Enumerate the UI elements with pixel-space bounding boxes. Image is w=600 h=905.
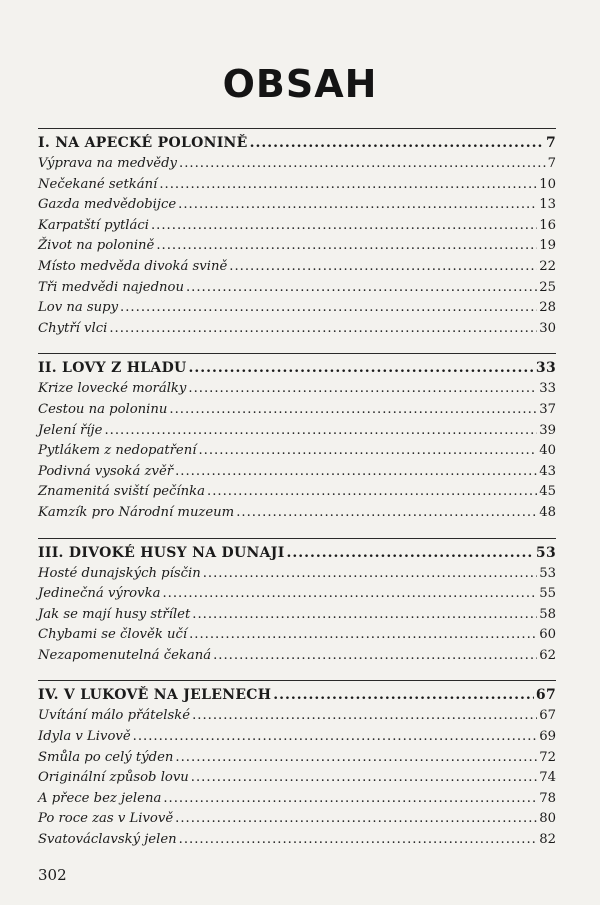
leader-dots — [151, 216, 537, 237]
toc-entry — [38, 625, 556, 646]
toc-entry — [38, 646, 556, 667]
entry-page: 19 — [539, 238, 556, 254]
leader-dots — [287, 542, 534, 564]
section-page: 67 — [535, 687, 556, 704]
entry-title: Jak se mají husy střílet — [38, 606, 191, 622]
leader-dots — [179, 154, 546, 175]
entry-title: Tři medvědi najednou — [38, 279, 184, 295]
toc-entry — [38, 441, 556, 462]
leader-dots — [179, 830, 538, 851]
entry-title: Gazda medvědobijce — [38, 197, 177, 213]
section-heading — [38, 542, 556, 564]
leader-dots — [175, 462, 537, 483]
section-title: IV. V LUKOVĚ NA JELENECH — [38, 687, 272, 704]
section-page: 33 — [535, 360, 556, 377]
leader-dots — [109, 319, 537, 340]
section-title: III. DIVOKÉ HUSY NA DUNAJI — [38, 544, 285, 561]
section-page: 7 — [545, 135, 556, 151]
entry-title: Karpatští pytláci — [38, 217, 149, 233]
toc-entry — [38, 319, 556, 340]
entry-page: 30 — [539, 320, 556, 336]
entry-title: Jelení říje — [38, 422, 103, 438]
entry-page: 10 — [539, 176, 556, 192]
entry-title: Nezapomenutelná čekaná — [38, 647, 212, 663]
entry-page: 39 — [539, 422, 556, 438]
entry-title: Podivná vysoká zvěř — [38, 463, 174, 479]
leader-dots — [236, 503, 537, 524]
section-heading — [38, 684, 556, 706]
entry-page: 53 — [539, 565, 556, 581]
toc-entry — [38, 195, 556, 216]
toc-entry — [38, 236, 556, 257]
entry-page: 13 — [539, 197, 556, 213]
toc-entry — [38, 605, 556, 626]
entry-title: Hosté dunajských písčin — [38, 565, 201, 581]
entry-title: Cestou na poloninu — [38, 401, 168, 417]
toc-entry — [38, 379, 556, 400]
toc-entry — [38, 400, 556, 421]
toc-section — [38, 680, 556, 850]
toc-entry — [38, 175, 556, 196]
section-divider — [38, 128, 556, 129]
leader-dots — [188, 379, 537, 400]
section-divider — [38, 538, 556, 539]
entry-title: Lov na supy — [38, 300, 119, 316]
entry-page: 48 — [539, 504, 556, 520]
entry-title: Po roce zas v Livově — [38, 811, 174, 827]
section-heading — [38, 357, 556, 379]
entry-page: 74 — [539, 770, 556, 786]
entry-page: 45 — [539, 484, 556, 500]
entry-page: 25 — [539, 279, 556, 295]
entry-title: Nečekané setkání — [38, 176, 158, 192]
section-page: 53 — [535, 544, 556, 561]
leader-dots — [192, 605, 537, 626]
entry-title: Místo medvěda divoká svině — [38, 258, 228, 274]
toc-entry — [38, 789, 556, 810]
leader-dots — [178, 195, 537, 216]
leader-dots — [250, 132, 544, 154]
toc-section — [38, 128, 556, 339]
entry-page: 16 — [539, 217, 556, 233]
leader-dots — [175, 748, 537, 769]
toc-entry — [38, 154, 556, 175]
entry-title: Život na polonině — [38, 238, 155, 254]
entry-page: 55 — [539, 586, 556, 602]
leader-dots — [189, 357, 534, 379]
entry-title: Znamenitá sviští pečínka — [38, 484, 206, 500]
page-title: OBSAH — [222, 62, 378, 106]
toc-entry — [38, 298, 556, 319]
entry-title: Pytlákem z nedopatření — [38, 443, 197, 459]
entry-page: 28 — [539, 300, 556, 316]
leader-dots — [175, 809, 537, 830]
entry-page: 72 — [539, 749, 556, 765]
toc-entry — [38, 421, 556, 442]
section-divider — [38, 353, 556, 354]
leader-dots — [198, 441, 537, 462]
leader-dots — [191, 768, 537, 789]
entry-page: 22 — [539, 258, 556, 274]
toc-entry — [38, 830, 556, 851]
entry-page: 58 — [539, 606, 556, 622]
entry-page: 40 — [539, 443, 556, 459]
entry-title: Kamzík pro Národní muzeum — [38, 504, 235, 520]
entry-page: 67 — [539, 708, 556, 724]
entry-title: Chybami se člověk učí — [38, 627, 188, 643]
entry-title: Originální způsob lovu — [38, 770, 189, 786]
entry-title: Idyla v Livově — [38, 729, 131, 745]
toc-entry — [38, 768, 556, 789]
toc-entry — [38, 462, 556, 483]
section-heading — [38, 132, 556, 154]
toc-entry — [38, 503, 556, 524]
leader-dots — [207, 482, 537, 503]
leader-dots — [163, 789, 537, 810]
toc-entry — [38, 482, 556, 503]
leader-dots — [120, 298, 537, 319]
toc-entry — [38, 809, 556, 830]
toc-section — [38, 538, 556, 667]
entry-title: Výprava na medvědy — [38, 156, 177, 171]
entry-page: 33 — [539, 381, 556, 397]
toc-entry — [38, 584, 556, 605]
leader-dots — [213, 646, 537, 667]
entry-title: Krize lovecké morálky — [38, 381, 187, 397]
leader-dots — [273, 684, 534, 706]
entry-page: 37 — [539, 401, 556, 417]
table-of-contents — [38, 128, 556, 865]
entry-page: 7 — [547, 156, 556, 171]
leader-dots — [162, 584, 537, 605]
entry-title: Chytří vlci — [38, 320, 108, 336]
entry-page: 43 — [539, 463, 556, 479]
toc-entry — [38, 706, 556, 727]
toc-entry — [38, 257, 556, 278]
entry-page: 69 — [539, 729, 556, 745]
entry-title: Jedinečná výrovka — [38, 586, 161, 602]
entry-title: Uvítání málo přátelské — [38, 708, 191, 724]
entry-title: A přece bez jelena — [38, 790, 162, 806]
section-title: I. NA APECKÉ POLONINĚ — [38, 135, 248, 151]
entry-page: 80 — [539, 811, 556, 827]
leader-dots — [203, 564, 538, 585]
leader-dots — [186, 278, 537, 299]
entry-page: 60 — [539, 627, 556, 643]
toc-entry — [38, 727, 556, 748]
leader-dots — [159, 175, 537, 196]
leader-dots — [169, 400, 537, 421]
leader-dots — [189, 625, 537, 646]
entry-title: Svatováclavský jelen — [38, 832, 177, 848]
page-number: 302 — [38, 866, 67, 884]
entry-title: Smůla po celý týden — [38, 749, 174, 765]
entry-page: 78 — [539, 790, 556, 806]
toc-entry — [38, 748, 556, 769]
toc-entry — [38, 216, 556, 237]
section-title: II. LOVY Z HLADU — [38, 360, 187, 377]
leader-dots — [104, 421, 537, 442]
leader-dots — [229, 257, 537, 278]
leader-dots — [133, 727, 538, 748]
section-divider — [38, 680, 556, 681]
entry-page: 82 — [539, 832, 556, 848]
toc-entry — [38, 278, 556, 299]
toc-section — [38, 353, 556, 523]
leader-dots — [192, 706, 537, 727]
leader-dots — [156, 236, 537, 257]
toc-entry — [38, 564, 556, 585]
entry-page: 62 — [539, 647, 556, 663]
